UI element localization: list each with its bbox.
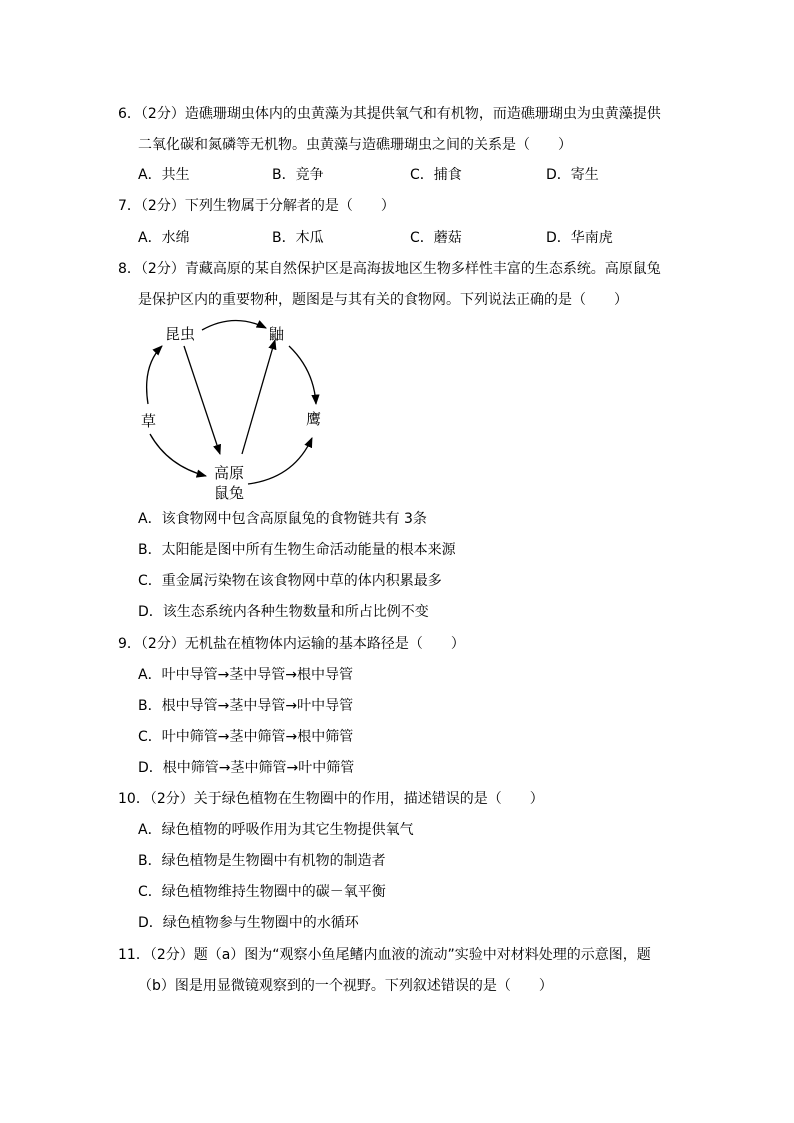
q10-option-c: C．绿色植物维持生物圈中的碳－氧平衡 — [138, 884, 386, 900]
q6-option-c: C．捕食 — [410, 167, 462, 183]
node-insect: 昆虫 — [165, 325, 196, 343]
q6-option-b: B．竞争 — [272, 167, 324, 183]
q7-option-c: C．蘑菇 — [410, 230, 462, 246]
q7-option-a: A．水绵 — [138, 230, 190, 246]
q10-option-d: D．绿色植物参与生物圈中的水循环 — [138, 915, 359, 931]
arrow-weasel-to-eagle — [289, 346, 316, 404]
q6-stem-line1: 6．（2分）造礁珊瑚虫体内的虫黄藻为其提供氧气和有机物，而造礁珊瑚虫为虫黄藻提供 — [118, 106, 661, 122]
q11-stem-line2: （b）图是用显微镜观察到的一个视野。下列叙述错误的是（ ） — [138, 978, 553, 994]
q6-option-d: D．寄生 — [546, 167, 599, 183]
food-web-diagram — [134, 318, 354, 508]
node-pika-line1: 高原 — [214, 464, 245, 482]
q6-option-a: A．共生 — [138, 167, 190, 183]
q8-option-a: A．该食物网中包含高原鼠兔的食物链共有 3条 — [138, 511, 427, 527]
node-grass: 草 — [141, 412, 157, 430]
q10-stem: 10．（2分）关于绿色植物在生物圈中的作用，描述错误的是（ ） — [118, 791, 544, 807]
node-eagle: 鹰 — [306, 410, 322, 428]
q11-stem-line1: 11．（2分）题（a）图为“观察小鱼尾鳍内血液的流动”实验中对材料处理的示意图，题 — [118, 947, 651, 963]
q7-stem: 7．（2分）下列生物属于分解者的是（ ） — [118, 198, 395, 214]
node-pika-line2: 鼠兔 — [214, 484, 245, 502]
q9-option-b: B．根中导管→茎中导管→叶中导管 — [138, 698, 354, 714]
q9-option-d: D．根中筛管→茎中筛管→叶中筛管 — [138, 760, 355, 776]
arrow-grass-to-insect — [147, 346, 162, 404]
node-weasel: 鼬 — [269, 325, 285, 343]
arrow-insect-to-weasel — [202, 320, 266, 330]
q7-option-d: D．华南虎 — [546, 230, 613, 246]
q8-option-d: D．该生态系统内各种生物数量和所占比例不变 — [138, 604, 429, 620]
q9-stem: 9．（2分）无机盐在植物体内运输的基本路径是（ ） — [118, 636, 465, 652]
q8-stem-line1: 8．（2分）青藏高原的某自然保护区是高海拔地区生物多样性丰富的生态系统。高原鼠兔 — [118, 261, 661, 277]
q9-option-c: C．叶中筛管→茎中筛管→根中筛管 — [138, 729, 354, 745]
q8-stem-line2: 是保护区内的重要物种，题图是与其有关的食物网。下列说法正确的是（ ） — [138, 292, 628, 308]
q7-option-b: B．木瓜 — [272, 230, 324, 246]
q6-stem-line2: 二氧化碳和氮磷等无机物。虫黄藻与造礁珊瑚虫之间的关系是（ ） — [138, 137, 572, 153]
q9-option-a: A．叶中导管→茎中导管→根中导管 — [138, 667, 354, 683]
q10-option-b: B．绿色植物是生物圈中有机物的制造者 — [138, 853, 386, 869]
q8-option-c: C．重金属污染物在该食物网中草的体内积累最多 — [138, 573, 442, 589]
q8-option-b: B．太阳能是图中所有生物生命活动能量的根本来源 — [138, 542, 456, 558]
q10-option-a: A．绿色植物的呼吸作用为其它生物提供氧气 — [138, 822, 414, 838]
arrow-pika-to-weasel — [242, 340, 275, 454]
arrow-pika-to-eagle — [248, 438, 312, 484]
arrow-grass-to-pika — [150, 434, 206, 476]
arrow-insect-to-pika — [184, 346, 220, 454]
